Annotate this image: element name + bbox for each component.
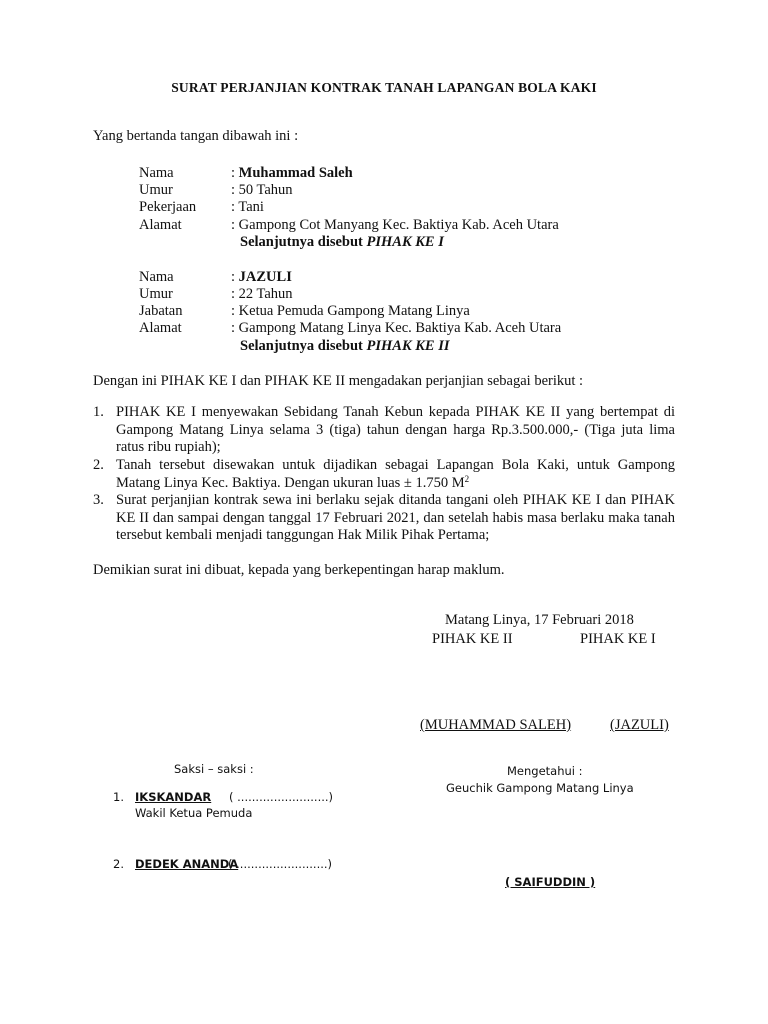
party-2-label-nama: Nama <box>139 269 174 285</box>
party-1-label-pekerjaan: Pekerjaan <box>139 199 197 215</box>
party-2-designation: Selanjutnya disebut PIHAK KE II <box>240 338 450 354</box>
clause-text: Surat perjanjian kontrak sewa ini berlaku sejak ditanda tangani oleh PIHAK KE I dan PIHAK KE II dan sampai dengan tanggal 17 Februari 2021, dan setelah habis masa berlaku maka tanah tersebut kembali menjadi tanggungan Hak Milik Pihak Pertama; <box>116 492 675 543</box>
party-2-value-jabatan: : Ketua Pemuda Gampong Matang Linya <box>231 303 470 319</box>
party-2-label-umur: Umur <box>139 286 173 302</box>
place-date: Matang Linya, 17 Februari 2018 <box>445 612 634 628</box>
clause-number: 2. <box>93 457 104 473</box>
witness-signature-blank: ( .........................) <box>228 857 333 871</box>
witness-number: 1. <box>113 790 124 804</box>
agreement-intro: Dengan ini PIHAK KE I dan PIHAK KE II mengadakan perjanjian sebagai berikut : <box>93 373 584 389</box>
party-1-label-nama: Nama <box>139 165 174 181</box>
party-1-value-alamat: : Gampong Cot Manyang Kec. Baktiya Kab. Aceh Utara <box>231 217 559 233</box>
signatory-name-left: (MUHAMMAD SALEH) <box>420 717 572 733</box>
acknowledged-title: Geuchik Gampong Matang Linya <box>446 781 634 795</box>
witness-heading: Saksi – saksi : <box>174 762 254 776</box>
witness-signature-blank: ( .........................) <box>229 790 334 804</box>
witness-name: IKSKANDAR <box>135 790 212 804</box>
clause-text: Tanah tersebut disewakan untuk dijadikan sebagai Lapangan Bola Kaki, untuk Gampong Matang Linya Kec. Baktiya. Dengan ukuran luas ± 1.750 $M^2$ <box>116 457 675 491</box>
acknowledged-name: ( SAIFUDDIN ) <box>505 875 596 889</box>
superscript: 2 <box>464 473 470 484</box>
clause-text: PIHAK KE I menyewakan Sebidang Tanah Kebun kepada PIHAK KE II yang bertempat di Gampong Matang Linya selama 3 (tiga) tahun dengan harga Rp.3.500.000,- (Tiga juta lima ratus ribu rupiah); <box>116 404 675 455</box>
closing-text: Demikian surat ini dibuat, kepada yang berkepentingan harap maklum. <box>93 562 505 578</box>
party-1-value-pekerjaan: : Tani <box>231 199 264 215</box>
signatory-role-right: PIHAK KE I <box>580 631 656 647</box>
party-2-value-nama: : JAZULI <box>231 269 292 285</box>
party-2-label-jabatan: Jabatan <box>139 303 183 319</box>
intro-text: Yang bertanda tangan dibawah ini : <box>93 128 299 144</box>
party-1-value-nama: : Muhammad Saleh <box>231 165 353 181</box>
party-2-value-alamat: : Gampong Matang Linya Kec. Baktiya Kab. Aceh Utara <box>231 320 562 336</box>
party-1-designation: Selanjutnya disebut PIHAK KE I <box>240 234 444 250</box>
party-2-value-umur: : 22 Tahun <box>231 286 293 302</box>
clause-number: 3. <box>93 492 104 508</box>
acknowledged-heading: Mengetahui : <box>507 764 583 778</box>
signatory-role-left: PIHAK KE II <box>432 631 513 647</box>
signatory-name-right: (JAZULI) <box>610 717 669 733</box>
clause-number: 1. <box>93 404 104 420</box>
party-1-label-umur: Umur <box>139 182 173 198</box>
party-2-label-alamat: Alamat <box>139 320 182 336</box>
witness-role: Wakil Ketua Pemuda <box>135 806 253 820</box>
witness-name: DEDEK ANANDA <box>135 857 239 871</box>
party-1-label-alamat: Alamat <box>139 217 182 233</box>
document-title: SURAT PERJANJIAN KONTRAK TANAH LAPANGAN BOLA KAKI <box>171 80 597 95</box>
witness-number: 2. <box>113 857 124 871</box>
party-1-value-umur: : 50 Tahun <box>231 182 293 198</box>
